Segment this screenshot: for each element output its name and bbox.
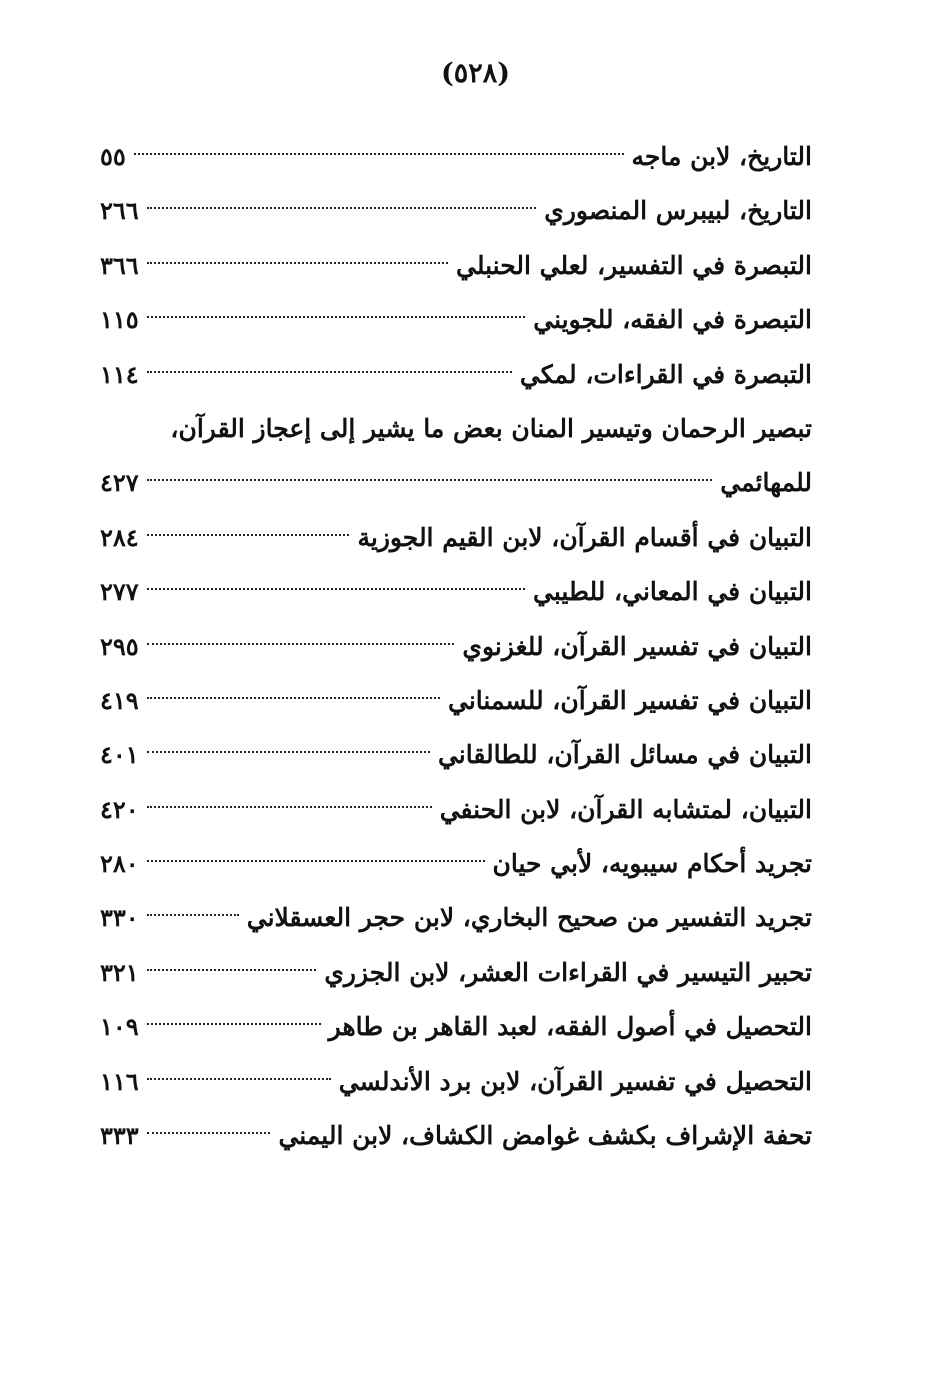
dot-leader	[147, 371, 512, 373]
entry-title: التبصرة في التفسير، لعلي الحنبلي	[456, 250, 812, 280]
entry-title: تحبير التيسير في القراءات العشر، لابن الجزري	[324, 957, 812, 987]
index-entry	[100, 1055, 812, 1109]
entry-title: التبيان في المعاني، للطيبي	[533, 577, 812, 607]
entry-title: التاريخ، لابن ماجه	[631, 142, 812, 171]
dot-leader	[147, 207, 537, 209]
entry-title-continued: تبصير الرحمان وتيسير المنان بعض ما يشير إلى إعجاز القرآن،	[170, 413, 812, 443]
entry-page-number: ٤٠١	[100, 740, 139, 770]
entry-title: تحفة الإشراف بكشف غوامض الكشاف، لابن اليمني	[278, 1121, 812, 1151]
entry-title: التبيان، لمتشابه القرآن، لابن الحنفي	[439, 794, 812, 824]
entry-page-number: ٤١٩	[100, 685, 139, 715]
index-entry	[100, 728, 812, 782]
dot-leader	[147, 262, 448, 264]
entry-title: التبيان في أقسام القرآن، لابن القيم الجوزية	[357, 522, 812, 552]
entry-page-number: ٣٦٦	[100, 250, 139, 280]
entry-title: للمهائمي	[720, 468, 812, 498]
index-entry	[100, 565, 812, 619]
entry-page-number: ٢٨٤	[100, 522, 139, 552]
dot-leader	[147, 1023, 321, 1025]
index-entry	[100, 293, 812, 347]
index-entry	[100, 891, 812, 945]
entry-page-number: ١٠٩	[100, 1012, 139, 1042]
entry-title: تجريد التفسير من صحيح البخاري، لابن حجر العسقلاني	[246, 903, 812, 933]
entry-page-number: ٤٢٧	[100, 468, 139, 498]
entry-title: التاريخ، لبيبرس المنصوري	[544, 196, 812, 226]
index-entry	[100, 1109, 812, 1163]
index-entry	[100, 946, 812, 1000]
dot-leader	[147, 588, 525, 590]
index-entry	[100, 456, 812, 510]
entry-page-number: ٢٩٥	[100, 631, 139, 661]
entry-title: التبيان في تفسير القرآن، للسمناني	[447, 685, 812, 715]
dot-leader	[147, 1078, 331, 1080]
entry-page-number: ٣٣٣	[100, 1121, 139, 1151]
index-entry	[100, 674, 812, 728]
dot-leader	[147, 697, 440, 699]
entry-page-number: ١١٥	[100, 305, 139, 335]
entry-title: التبصرة في القراءات، لمكي	[519, 359, 812, 389]
index-entry	[100, 130, 812, 184]
dot-leader	[134, 153, 624, 155]
entry-page-number: ١١٦	[100, 1066, 139, 1096]
entry-page-number: ٢٦٦	[100, 196, 139, 226]
index-list	[100, 130, 812, 1163]
entry-title: التبيان في تفسير القرآن، للغزنوي	[462, 631, 812, 661]
entry-page-number: ٢٨٠	[100, 849, 139, 879]
index-entry	[100, 783, 812, 837]
dot-leader	[147, 860, 485, 862]
index-entry	[100, 620, 812, 674]
dot-leader	[147, 316, 526, 318]
dot-leader	[147, 806, 432, 808]
entry-title: التحصيل في تفسير القرآن، لابن برد الأندلسي	[338, 1066, 812, 1096]
dot-leader	[147, 479, 713, 481]
entry-title: التبصرة في الفقه، للجويني	[533, 305, 812, 335]
index-entry	[100, 837, 812, 891]
entry-title: التحصيل في أصول الفقه، لعبد القاهر بن طاهر	[328, 1012, 812, 1042]
index-entry	[100, 184, 812, 238]
entry-page-number: ١١٤	[100, 359, 139, 389]
dot-leader	[147, 643, 455, 645]
index-entry	[100, 1000, 812, 1054]
dot-leader	[147, 1132, 271, 1134]
entry-page-number: ٤٢٠	[100, 794, 139, 824]
dot-leader	[147, 914, 239, 916]
page-number: (٥٢٨)	[440, 58, 511, 89]
index-entry	[100, 348, 812, 402]
index-entry	[100, 239, 812, 293]
dot-leader	[147, 969, 317, 971]
entry-page-number: ٣٣٠	[100, 903, 139, 933]
entry-page-number: ٢٧٧	[100, 577, 139, 607]
dot-leader	[147, 534, 350, 536]
entry-title: التبيان في مسائل القرآن، للطالقاني	[437, 740, 812, 770]
dot-leader	[147, 751, 430, 753]
entry-page-number: ٥٥	[100, 142, 126, 171]
entry-title: تجريد أحكام سيبويه، لأبي حيان	[492, 849, 812, 879]
entry-page-number: ٣٢١	[100, 957, 139, 987]
index-entry	[100, 511, 812, 565]
